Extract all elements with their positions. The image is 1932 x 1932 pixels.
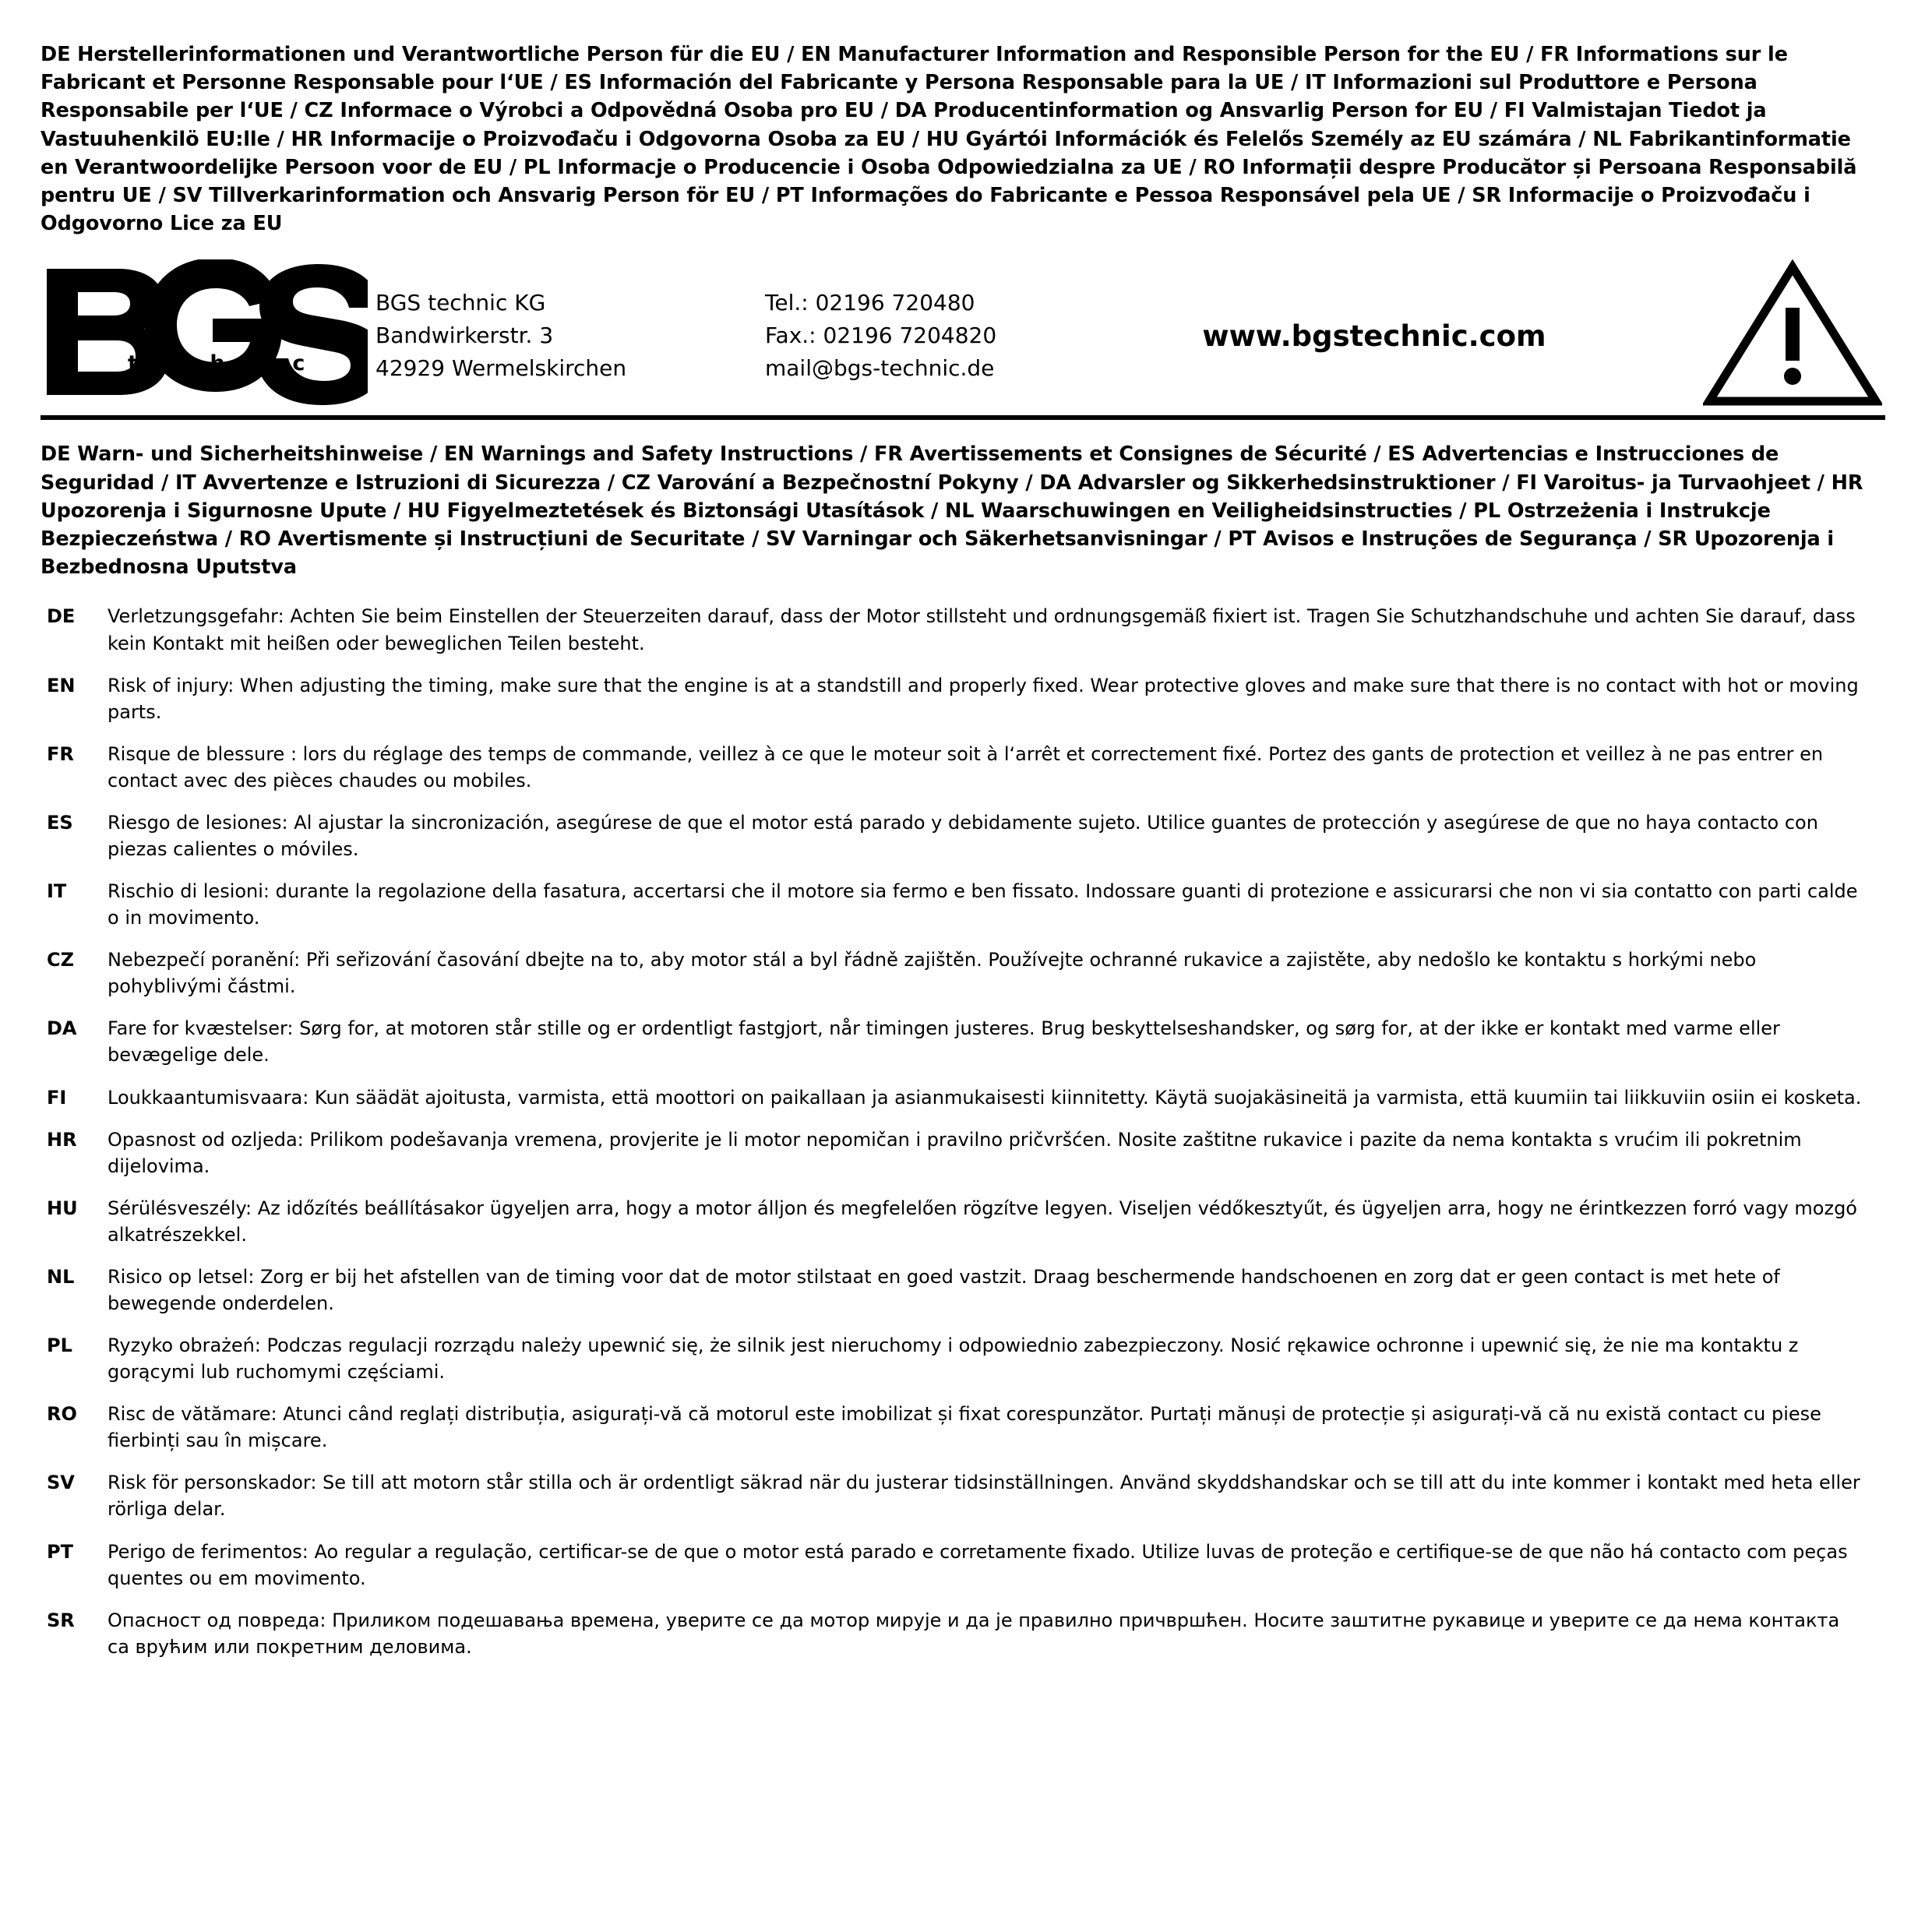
warning-row bbox=[41, 1126, 1885, 1179]
warning-text: Risk för personskador: Se till att motorn står stilla och är ordentligt säkrad när du justerar tidsinställningen. Använd skyddshandskar och se till att du inte kommer i kontakt med heta eller rörliga delar. bbox=[108, 1472, 1860, 1521]
language-code: DE bbox=[47, 605, 76, 628]
language-code: RO bbox=[47, 1403, 77, 1426]
language-code: PT bbox=[47, 1540, 73, 1563]
company-address bbox=[368, 282, 765, 385]
language-code: HU bbox=[47, 1197, 78, 1219]
company-street: Bandwirkerstr. 3 bbox=[375, 323, 554, 349]
warning-row bbox=[41, 1607, 1885, 1660]
company-telephone: Tel.: 02196 720480 bbox=[765, 290, 975, 316]
company-fax: Fax.: 02196 7204820 bbox=[765, 323, 997, 349]
company-city: 42929 Wermelskirchen bbox=[375, 355, 627, 382]
language-code: ES bbox=[47, 811, 73, 834]
company-band bbox=[41, 255, 1885, 420]
warning-triangle-icon bbox=[1687, 259, 1885, 407]
safety-instructions-title: DE Warn- und Sicherheitshinweise / EN Warnings and Safety Instructions / FR Avertissements et Consignes de Sécurité / ES Advertencias e Instrucciones de Seguridad / IT Avvertenze e Istruzioni di Sicurezza / CZ Varování a Bezpečnostní Pokyny / DA Advarsler og Sikkerhedsinstruktioner / FI Varoitus- ja Turvaohjeet / HR Upozorenja i Sigurnosne Upute / HU Figyelmeztetések és Biztonsági Utasítások / NL Waarschuwingen en Veiligheidsinstructies / PL Ostrzeżenia i Instrukcje Bezpieczeństwa / RO Avertismente și Instrucțiuni de Securitate / SV Varningar och Säkerhetsanvisningar / PT Avisos e Instruções de Segurança / SR Upozorenja i Bezbednosna Uputstva bbox=[41, 442, 1863, 580]
warning-row bbox=[41, 1401, 1885, 1454]
warning-text: Rischio di lesioni: durante la regolazione della fasatura, accertarsi che il motore sia fermo e ben fissato. Indossare guanti di protezione e assicurarsi che non vi sia contatto con parti calde o in movimento. bbox=[108, 880, 1858, 929]
registered-trademark-symbol: ® bbox=[226, 264, 249, 292]
warning-text: Sérülésveszély: Az időzítés beállításakor ügyeljen arra, hogy a motor álljon és megfelelően rögzítve legyen. Viseljen védőkesztyűt, és ügyeljen arra, hogy ne érintkezzen forró vagy mozgó alkatrészekkel. bbox=[108, 1197, 1857, 1246]
language-code: SR bbox=[47, 1609, 75, 1631]
warning-row bbox=[41, 672, 1885, 725]
language-code: SV bbox=[47, 1472, 75, 1494]
warning-text: Loukkaantumisvaara: Kun säädät ajoitusta, varmista, että moottori on paikallaan ja asianmukaisesti kiinnitetty. Käytä suojakäsineitä ja varmista, että kuumiin tai liikkuviin osiin ei kosketa. bbox=[108, 1086, 1862, 1109]
language-code: FI bbox=[47, 1086, 67, 1109]
warning-text: Risk of injury: When adjusting the timing, make sure that the engine is at a standstill and properly fixed. Wear protective gloves and make sure that there is no contact with hot or moving parts. bbox=[108, 674, 1859, 723]
warning-text: Riesgo de lesiones: Al ajustar la sincronización, asegúrese de que el motor está parado y debidamente sujeto. Utilice guantes de protección y asegúrese de que no haya contacto con piezas calientes o móviles. bbox=[108, 811, 1818, 860]
warning-text: Risico op letsel: Zorg er bij het afstellen van de timing voor dat de motor stilstaat en goed vastzit. Draag beschermende handschoenen en zorg dat er geen contact is met hete of bewegende onderdelen. bbox=[108, 1265, 1780, 1314]
warning-row bbox=[41, 1264, 1885, 1317]
warning-triangle-svg bbox=[1703, 259, 1882, 407]
warning-text: Verletzungsgefahr: Achten Sie beim Einstellen der Steuerzeiten darauf, dass der Motor stillsteht und ordnungsgemäß fixiert ist. Tragen Sie Schutzhandschuhe und achten Sie darauf, dass kein Kontakt mit heißen oder beweglichen Teilen besteht. bbox=[108, 605, 1856, 654]
language-code: DA bbox=[47, 1017, 77, 1040]
language-code: PL bbox=[47, 1334, 72, 1357]
language-code: IT bbox=[47, 880, 67, 903]
warning-row bbox=[41, 1332, 1885, 1385]
company-name: BGS technic KG bbox=[375, 290, 546, 316]
language-code: HR bbox=[47, 1128, 77, 1151]
language-code: NL bbox=[47, 1265, 75, 1288]
warning-text: Risc de vătămare: Atunci când reglați distribuția, asigurați-vă că motorul este imobilizat și fixat corespunzător. Purtați mănuși de protecție și asigurați-vă că nu există contact cu piese fierbinți sau în mișcare. bbox=[108, 1403, 1821, 1452]
language-code: CZ bbox=[47, 949, 75, 971]
bgs-logo bbox=[41, 259, 368, 407]
logo-subtext: t e c h n i c bbox=[128, 351, 309, 376]
warning-row bbox=[41, 1084, 1885, 1111]
language-code: FR bbox=[47, 742, 74, 765]
company-email[interactable]: mail@bgs-technic.de bbox=[765, 355, 995, 382]
warning-text: Opasnost od ozljeda: Prilikom podešavanja vremena, provjerite je li motor nepomičan i pravilno pričvršćen. Nosite zaštitne rukavice i pazite da nema kontakta s vrućim ili pokretnim dijelovima. bbox=[108, 1128, 1802, 1177]
manufacturer-info-heading: DE Herstellerinformationen und Verantwortliche Person für die EU / EN Manufacturer Information and Responsible Person for the EU / FR Informations sur le Fabricant et Personne Responsable pour l‘UE / ES Información del Fabricante y Persona Responsable para la UE / IT Informazioni sul Produttore e Persona Responsabile per l‘UE / CZ Informace o Výrobci a Odpovědná Osoba pro EU / DA Producentinformation og Ansvarlig Person for EU / FI Valmistajan Tiedot ja Vastuuhenkilö EU:lle / HR Informacije o Proizvođaču i Odgovorna Osoba za EU / HU Gyártói Információk és Felelős Személy az EU számára / NL Fabrikantinformatie en Verantwoordelijke Persoon voor de EU / PL Informacje o Producencie i Osoba Odpowiedzialna za UE / RO Informații despre Producător și Persoana Responsabilă pentru UE / SV Tillverkarinformation och Ansvarig Person för EU / PT Informações do Fabricante e Pessoa Responsável pela UE / SR Informacije o Proizvođaču i Odgovorno Lice za EU bbox=[41, 43, 1857, 236]
warning-row bbox=[41, 1539, 1885, 1592]
warnings-list bbox=[41, 603, 1885, 1659]
warning-row bbox=[41, 1469, 1885, 1522]
warning-text: Опасност од повреда: Приликом подешавања времена, уверите се да мотор мирује и да је правилно причвршћен. Носите заштитне рукавице и уверите се да нема контакта са врућим или покретним деловима. bbox=[108, 1609, 1840, 1658]
warning-row bbox=[41, 603, 1885, 656]
warning-row bbox=[41, 809, 1885, 862]
company-contact bbox=[765, 282, 1092, 385]
warning-row bbox=[41, 1195, 1885, 1248]
warning-row bbox=[41, 1015, 1885, 1068]
warning-text: Fare for kvæstelser: Sørg for, at motoren står stille og er ordentligt fastgjort, når timingen justeres. Brug beskyttelseshandsker, og sørg for, at der ikke er kontakt med varme eller bevægelige dele. bbox=[108, 1017, 1780, 1066]
warning-text: Ryzyko obrażeń: Podczas regulacji rozrządu należy upewnić się, że silnik jest nieruchomy i odpowiednio zabezpieczony. Nosić rękawice ochronne i upewnić się, że nie ma kontaktu z gorącymi lub ruchomymi częściami. bbox=[108, 1334, 1799, 1384]
warning-row bbox=[41, 878, 1885, 931]
language-code: EN bbox=[47, 674, 76, 696]
company-website[interactable]: www.bgstechnic.com bbox=[1202, 319, 1546, 353]
warning-row bbox=[41, 947, 1885, 999]
warning-text: Nebezpečí poranění: Při seřizování časování dbejte na to, aby motor stál a byl řádně zajištěn. Používejte ochranné rukavice a zajistěte, aby nedošlo ke kontaktu s horkými nebo pohyblivými částmi. bbox=[108, 949, 1757, 998]
warning-row bbox=[41, 741, 1885, 794]
warning-text: Perigo de ferimentos: Ao regular a regulação, certificar-se de que o motor está parado e corretamente fixado. Utilize luvas de proteção e certifique-se de que não há contacto com peças quentes ou em movimento. bbox=[108, 1540, 1848, 1589]
warning-text: Risque de blessure : lors du réglage des temps de commande, veillez à ce que le moteur soit à l‘arrêt et correctement fixé. Portez des gants de protection et veillez à ne pas entrer en contact avec des pièces chaudes ou mobiles. bbox=[108, 742, 1824, 791]
bgs-logo-icon bbox=[41, 259, 368, 407]
